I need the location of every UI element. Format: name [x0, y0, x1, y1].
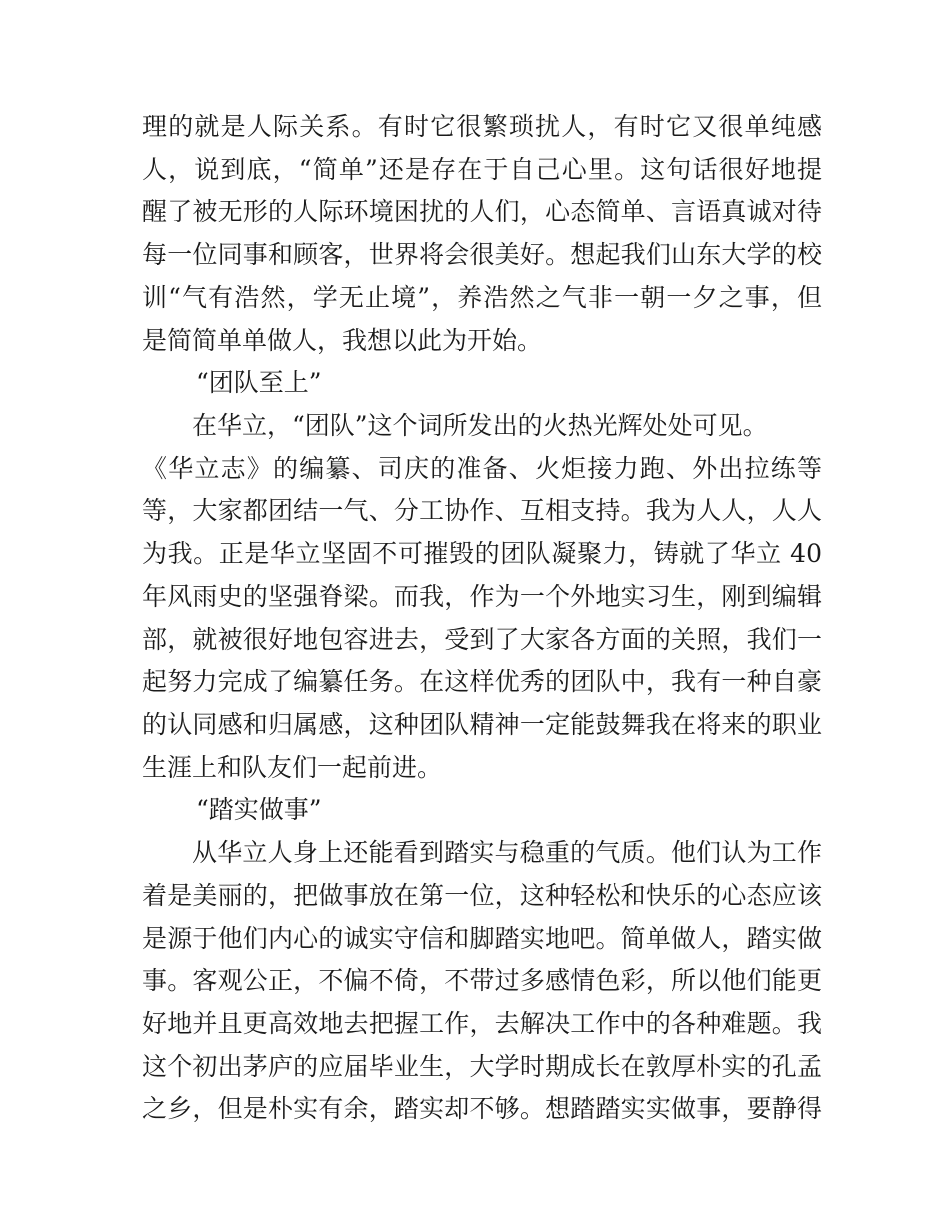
text-line: 为我。正是华立坚固不可摧毁的团队凝聚力，铸就了华立 40 [142, 539, 822, 568]
text-line: 等，大家都团结一气、分工协作、互相支持。我为人人，人人 [142, 496, 822, 525]
text-line: 之乡，但是朴实有余，踏实却不够。想踏踏实实做事，要静得 [142, 1094, 822, 1123]
text-line: 部，就被很好地包容进去，受到了大家各方面的关照，我们一 [142, 625, 822, 654]
text-line: 事。客观公正，不偏不倚，不带过多感情色彩，所以他们能更 [142, 966, 822, 995]
text-line: 的认同感和归属感，这种团队精神一定能鼓舞我在将来的职业 [142, 710, 822, 739]
text-line: 是源于他们内心的诚实守信和脚踏实地吧。简单做人，踏实做 [142, 924, 822, 953]
paragraph-first-line: 从华立人身上还能看到踏实与稳重的气质。他们认为工作 [192, 838, 822, 867]
text-line: 起努力完成了编纂任务。在这样优秀的团队中，我有一种自豪 [142, 667, 822, 696]
text-line: 人，说到底，“简单”还是存在于自己心里。这句话很好地提 [142, 155, 822, 184]
section-heading-work: “踏实做事” [196, 795, 322, 824]
text-line: 着是美丽的，把做事放在第一位，这种轻松和快乐的心态应该 [142, 881, 822, 910]
text-line: 训“气有浩然，学无止境”，养浩然之气非一朝一夕之事，但 [142, 283, 822, 312]
text-line: 醒了被无形的人际环境困扰的人们，心态简单、言语真诚对待 [142, 197, 822, 226]
text-line: 每一位同事和顾客，世界将会很美好。想起我们山东大学的校 [142, 240, 822, 269]
text-line: 好地并且更高效地去把握工作，去解决工作中的各种难题。我 [142, 1009, 822, 1038]
text-line: 是简简单单做人，我想以此为开始。 [142, 326, 543, 355]
text-line: 生涯上和队友们一起前进。 [142, 753, 443, 782]
text-line: 《华立志》的编纂、司庆的准备、火炬接力跑、外出拉练等 [142, 454, 822, 483]
text-line: 年风雨史的坚强脊梁。而我，作为一个外地实习生，刚到编辑 [142, 582, 822, 611]
text-line: 这个初出茅庐的应届毕业生，大学时期成长在敦厚朴实的孔孟 [142, 1052, 822, 1081]
section-heading-team: “团队至上” [196, 368, 322, 397]
paragraph-first-line: 在华立，“团队”这个词所发出的火热光辉处处可见。 [192, 411, 768, 440]
text-line: 理的就是人际关系。有时它很繁琐扰人，有时它又很单纯感 [142, 112, 822, 141]
